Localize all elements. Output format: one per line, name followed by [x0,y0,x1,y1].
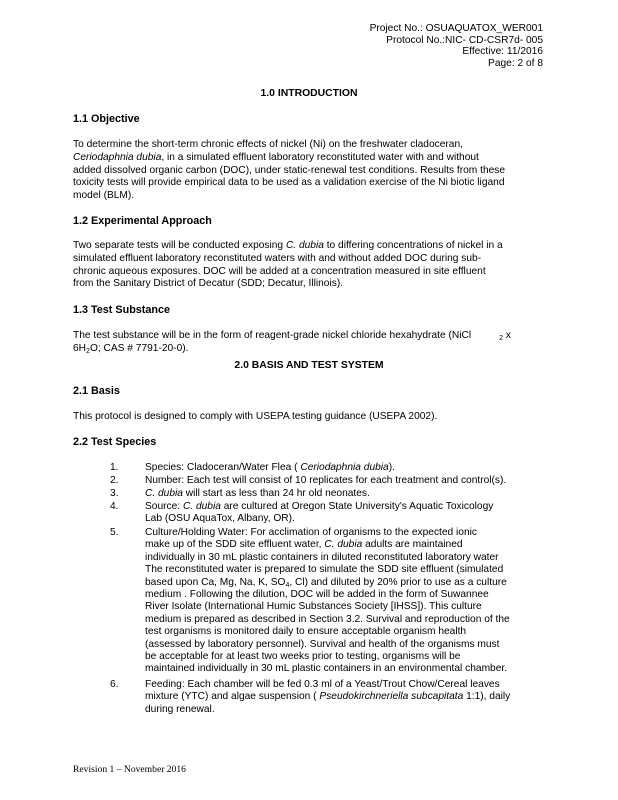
line: maintained individually in 30 mL plastic containers in an environmental chamber. [145,663,508,675]
text: , Cl) and diluted by 20% prior to use as a culture [289,576,507,588]
item-text [145,527,545,676]
text: 1:1), daily [463,691,511,703]
species-name: C. dubia [324,539,363,551]
line [145,501,545,513]
subscript: 2 [86,347,90,355]
heading-basis: 2.1 Basis [73,385,120,397]
objective-paragraph [73,139,546,203]
line [73,240,546,253]
item-text [145,462,545,474]
line: Culture/Holding Water: For acclimation of organisms to the expected ionic [145,527,477,538]
species-name: Ceriodaphnia dubia [73,151,162,163]
line: simulated effluent laboratory reconstituted waters with and without added DOC during sub- [73,252,482,264]
line: medium is prepared as described in Section 3.2. Survival and reproduction of the [145,613,510,625]
item-text [145,679,545,716]
line: be acceptable for at least two weeks prior to testing, organisms will be [145,651,461,663]
text: Species: Cladoceran/Water Flea ( [145,462,301,473]
line: from the Sanitary District of Decatur (SDD; Decatur, Illinois). [73,278,344,290]
basis-paragraph: This protocol is designed to comply with USEPA testing guidance (USEPA 2002). [73,411,438,422]
effective-date: Effective: 11/2016 [462,46,543,58]
page-number: Page: 2 of 8 [488,57,543,69]
line: (assessed by laboratory personnel). Survival and health of the organisms must [145,638,500,650]
item-number: 3. [110,488,119,499]
section-2-title: 2.0 BASIS AND TEST SYSTEM [234,360,384,371]
line: medium . Following the dilution, DOC will be added in the form of Suwannee [145,589,489,601]
line: added dissolved organic carbon (DOC), under static-renewal test conditions. Results from these [73,164,506,176]
line: individually in 30 mL plastic containers in diluted reconstituted laboratory water [145,551,499,563]
line [73,330,546,343]
line: during renewal. [145,703,215,715]
heading-test-species: 2.2 Test Species [73,436,157,448]
document-header [370,23,543,69]
text: Source: [145,501,183,512]
item-text [145,488,545,500]
line: To determine the short-term chronic effects of nickel (Ni) on the freshwater cladoceran, [73,139,463,150]
line [145,691,545,703]
text: are cultured at Oregon State University's Aquatic Toxicology [220,501,494,512]
text: mixture (YTC) and algae suspension ( [145,691,320,703]
species-name: C. dubia [145,488,183,499]
line: model (BLM). [73,190,135,202]
line: Feeding: Each chamber will be fed 0.3 ml of a Yeast/Trout Chow/Cereal leaves [145,679,500,690]
text: to differing concentrations of nickel in a [323,240,503,251]
text: will start as less than 24 hr old neonates. [182,488,370,499]
line: chronic aqueous exposures. DOC will be added at a concentration measured in site effluent [73,265,486,277]
item-text [145,501,545,526]
text: Two separate tests will be conducted exposing [73,240,286,251]
revision-footer: Revision 1 – November 2016 [73,764,186,775]
subscript: 2 [499,335,503,342]
line: toxicity tests will provide empirical data to be used as a validation exercise of the Ni biotic ligand [73,177,505,189]
species-name: Ceriodaphnia dubia [300,462,389,473]
test-substance-paragraph [73,330,546,356]
text: adults are maintained [362,539,463,551]
line: The reconstituted water is prepared to simulate the SDD site effluent (simulated [145,564,504,576]
line [73,343,546,356]
section-1-title: 1.0 INTRODUCTION [260,88,358,99]
text: make up of the SDD site effluent water, [145,539,325,551]
item-text: Number: Each test will consist of 10 replicates for each treatment and control(s). [145,475,507,486]
text: The test substance will be in the form of reagent-grade nickel chloride hexahydrate (NiCl [73,330,472,341]
species-name: C. dubia [285,240,324,251]
text: O; CAS # 7791-20-0). [89,342,189,354]
species-name: C. dubia [182,501,221,512]
protocol-number: Protocol No.:NIC- CD-CSR7d- 005 [386,34,543,46]
line: Lab (OSU AquaTox, Albany, OR). [145,513,295,525]
line [145,539,545,551]
item-number: 4. [110,501,119,512]
approach-paragraph [73,240,546,291]
text: based upon Ca, Mg, Na, K, SO [145,576,286,588]
species-name: Pseudokirchneriella subcapitata [319,691,464,703]
line [73,152,546,165]
item-number: 6. [110,679,119,690]
text: ). [388,462,395,473]
item-number: 1. [110,462,119,473]
heading-objective: 1.1 Objective [73,113,140,125]
project-number: Project No.: OSUAQUATOX_WER001 [369,23,543,34]
heading-test-substance: 1.3 Test Substance [73,304,171,316]
heading-experimental-approach: 1.2 Experimental Approach [73,215,212,227]
line [145,577,545,589]
text: x [503,330,511,341]
text: , in a simulated effluent laboratory reconstituted water with and without [161,151,479,163]
subscript: 4 [285,581,290,589]
item-number: 5. [110,527,119,538]
text: 6H [73,342,87,354]
line: test organisms is monitored daily to ensure acceptable organism health [145,626,467,638]
line: River Isolate (International Humic Substances Society [IHSS]). This culture [145,601,482,613]
item-number: 2. [110,475,119,486]
